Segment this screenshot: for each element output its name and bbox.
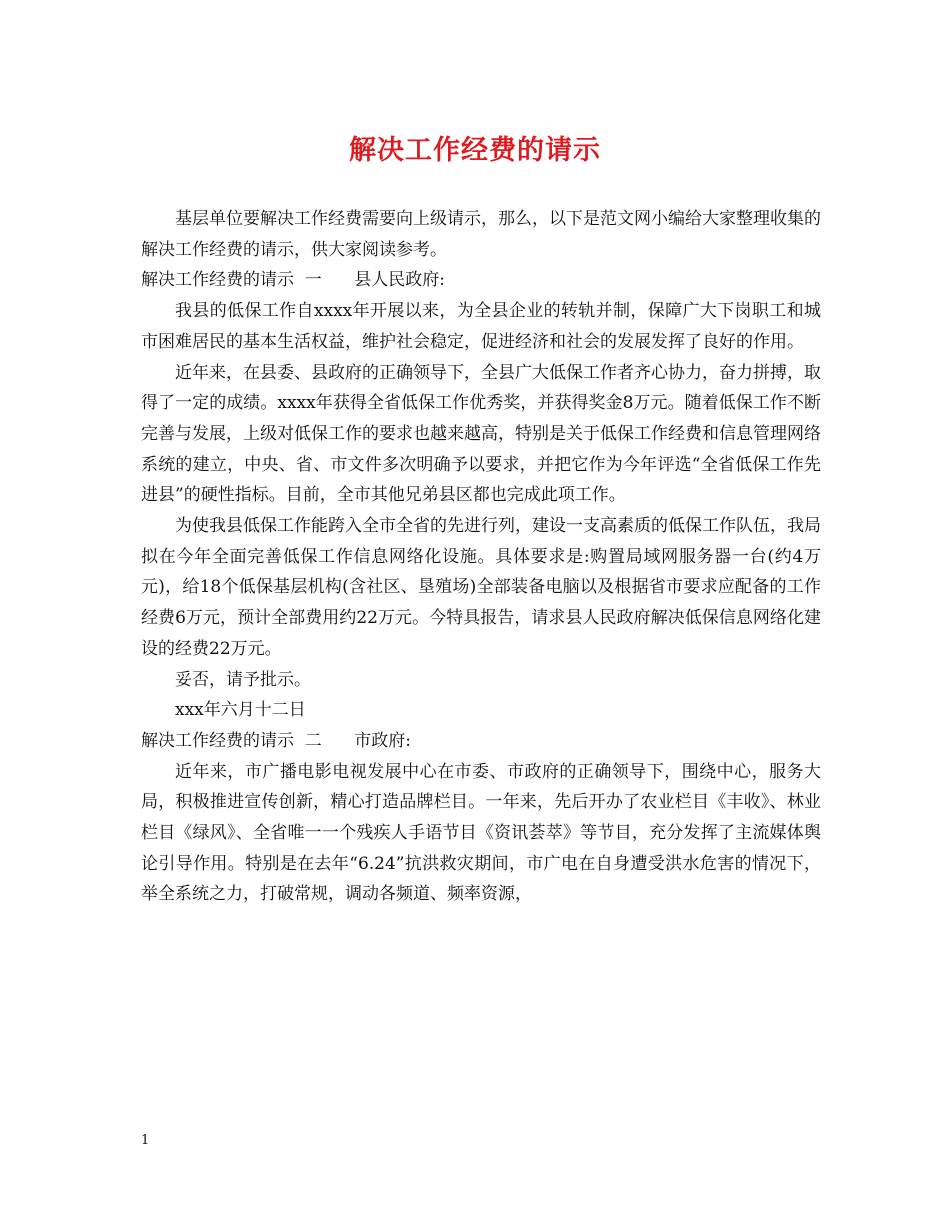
intro-paragraph: 基层单位要解决工作经费需要向上级请示，那么，以下是范文网小编给大家整理收集的解决工作经费的请示，供大家阅读参考。	[141, 209, 821, 260]
document-title: 解决工作经费的请示	[349, 135, 601, 166]
section-two-heading: 解决工作经费的请示 二 市政府:	[141, 730, 411, 751]
section-one-paragraph-1: 我县的低保工作自xxxx年开展以来，为全县企业的转轨并制，保障广大下岗职工和城市困难居民的基本生活权益，维护社会稳定，促进经济和社会的发展发挥了良好的作用。	[141, 301, 821, 352]
section-one-heading: 解决工作经费的请示 一 县人民政府:	[141, 270, 445, 291]
document-body	[141, 204, 821, 910]
section-two-paragraph-1: 近年来，市广播电影电视发展中心在市委、市政府的正确领导下，围绕中心，服务大局，积极推进宣传创新，精心打造品牌栏目。一年来，先后开办了农业栏目《丰收》、林业栏目《绿风》、全省唯一一个残疾人手语节目《资讯荟萃》等节目，充分发挥了主流媒体舆论引导作用。特别是在去年“6.24”抗洪救灾期间，市广电在自身遭受洪水危害的情况下，举全系统之力，打破常规，调动各频道、频率资源，	[141, 761, 821, 905]
page-number: 1	[141, 1133, 150, 1148]
section-one-date: xxx年六月十二日	[175, 700, 306, 721]
section-one-paragraph-2: 近年来，在县委、县政府的正确领导下，全县广大低保工作者齐心协力，奋力拼搏，取得了一定的成绩。xxxx年获得全省低保工作优秀奖，并获得奖金8万元。随着低保工作不断完善与发展，上级对低保工作的要求也越来越高，特别是关于低保工作经费和信息管理网络系统的建立，中央、省、市文件多次明确予以要求，并把它作为今年评选“全省低保工作先进县”的硬性指标。目前，全市其他兄弟县区都也完成此项工作。	[141, 362, 821, 506]
section-one-approval-request: 妥否，请予批示。	[175, 669, 311, 690]
section-one-paragraph-3: 为使我县低保工作能跨入全市全省的先进行列，建设一支高素质的低保工作队伍，我局拟在今年全面完善低保工作信息网络化设施。具体要求是:购置局域网服务器一台(约4万元)，给18个低保基层机构(含社区、垦殖场)全部装备电脑以及根据省市要求应配备的工作经费6万元，预计全部费用约22万元。今特具报告，请求县人民政府解决低保信息网络化建设的经费22万元。	[141, 516, 821, 659]
